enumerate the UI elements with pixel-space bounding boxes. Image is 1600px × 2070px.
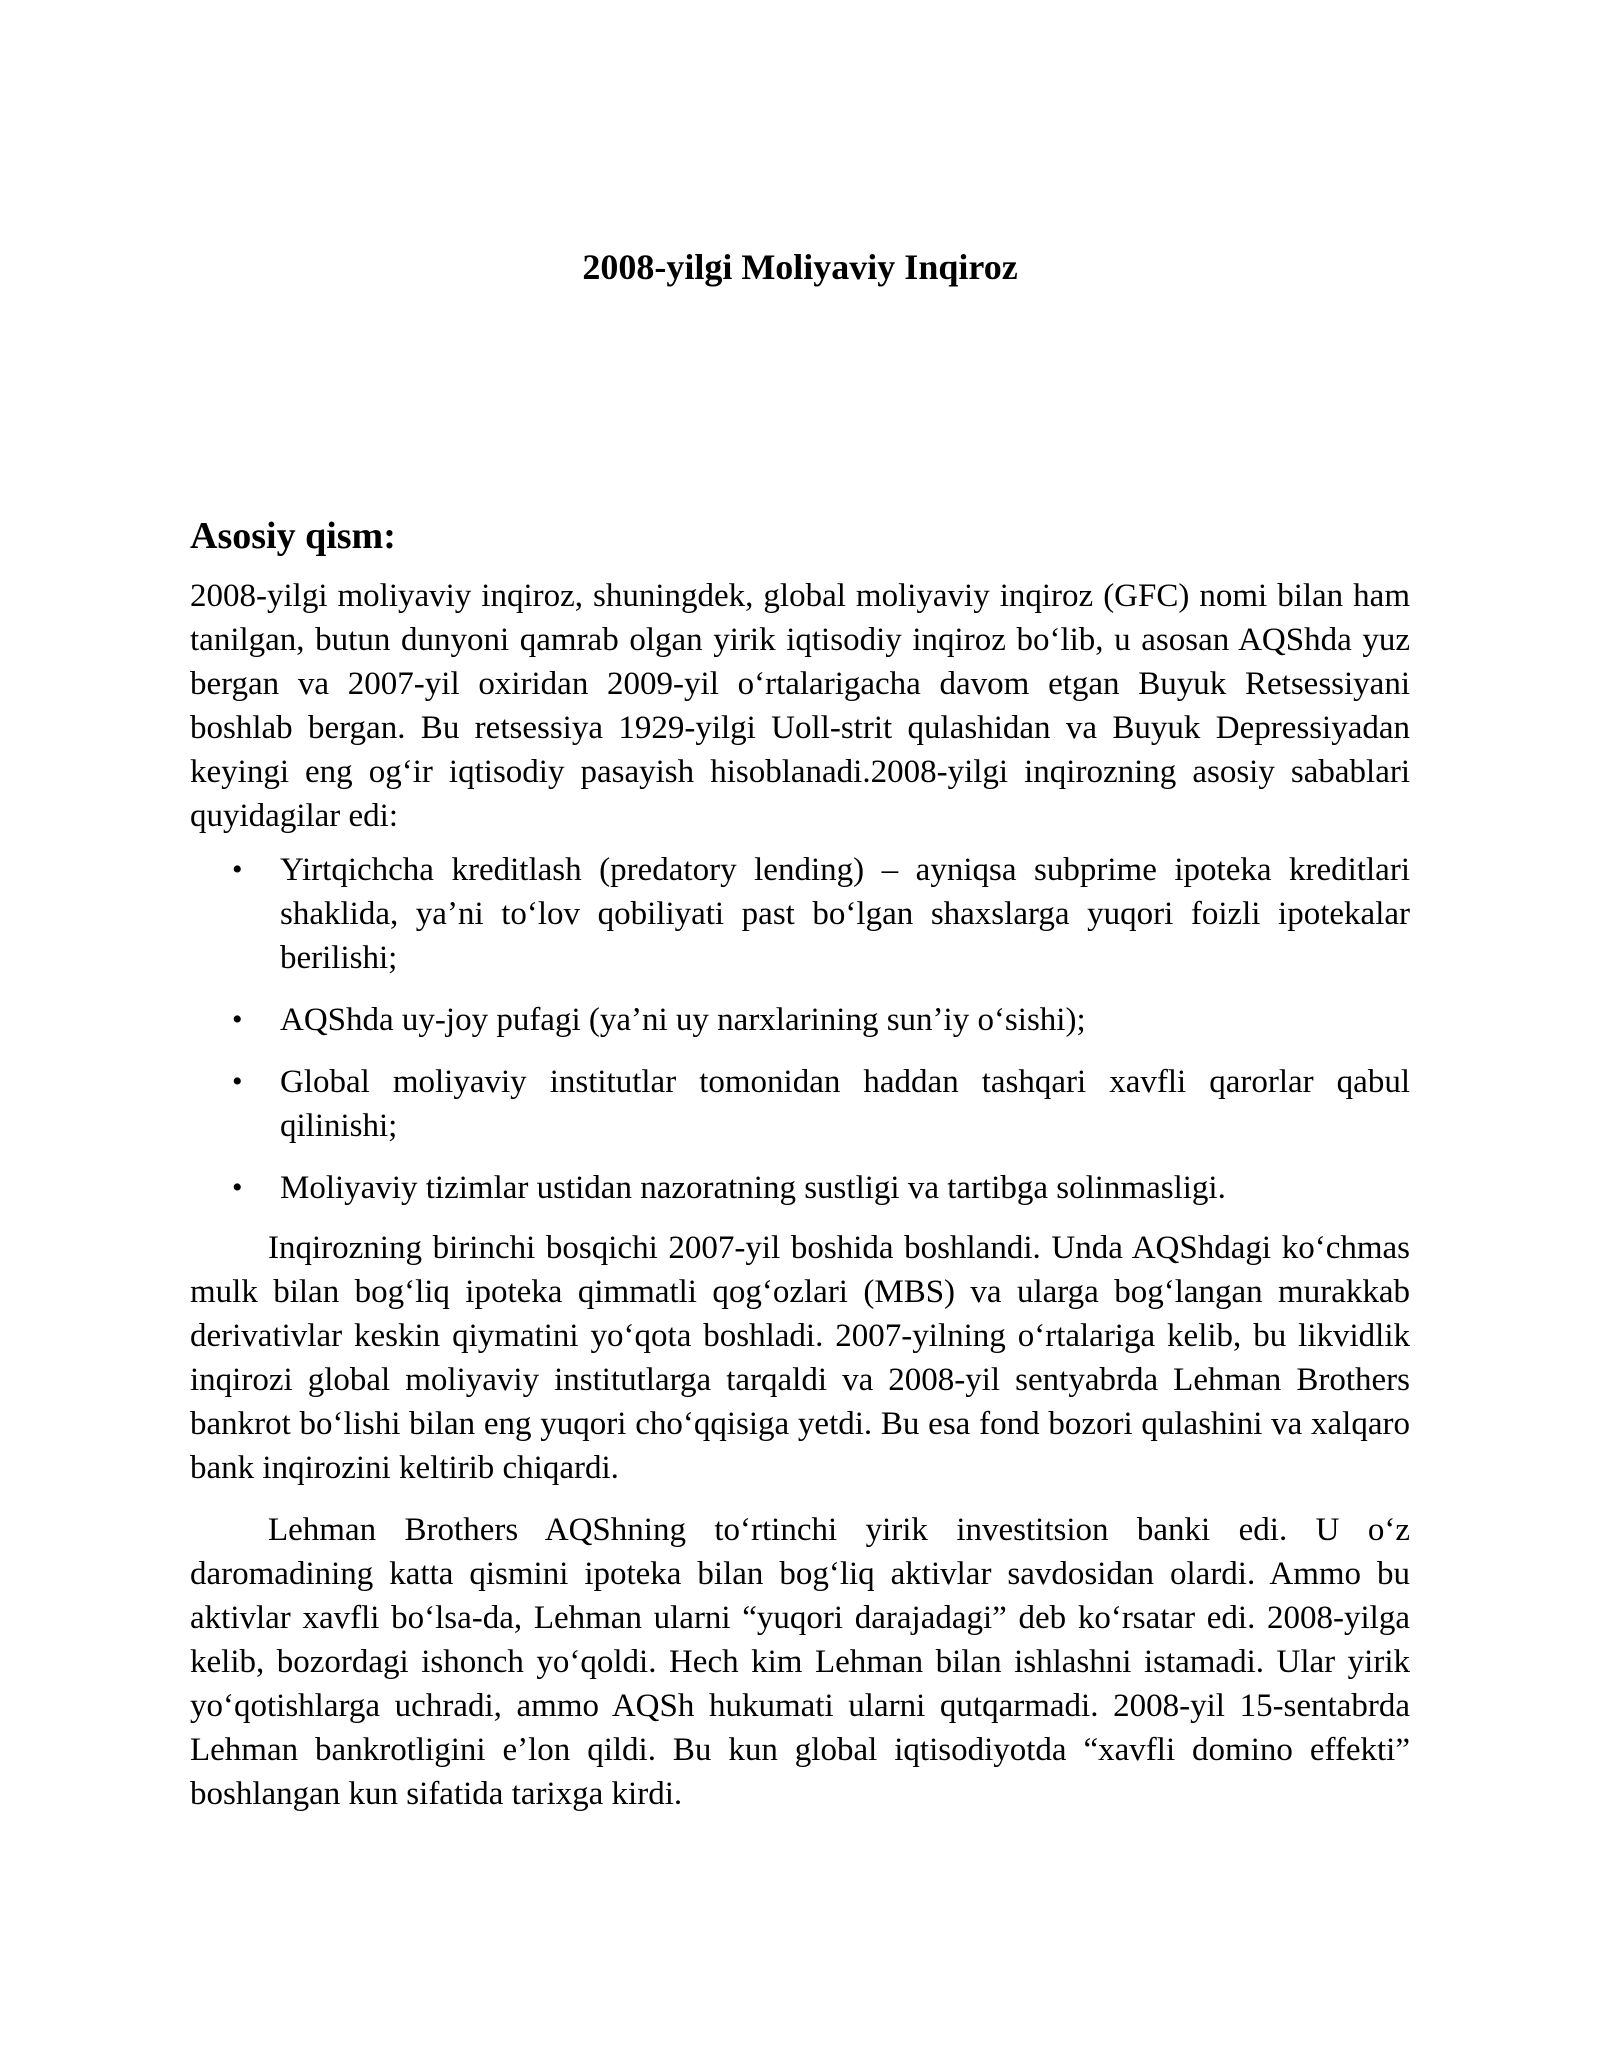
- list-item-text: Yirtqichcha kreditlash (predatory lending) – ayniqsa subprime ipoteka kreditlari shaklida, yaʼni toʻlov qobiliyati past boʻlgan shaxslarga yuqori foizli ipotekalar berilishi;: [280, 852, 1410, 976]
- bullet-icon: •: [232, 1065, 243, 1098]
- list-item-text: Moliyaviy tizimlar ustidan nazoratning sustligi va tartibga solinmasligi.: [280, 1170, 1226, 1206]
- paragraph-intro: 2008-yilgi moliyaviy inqiroz, shuningdek, global moliyaviy inqiroz (GFC) nomi bilan ham tanilgan, butun dunyoni qamrab olgan yirik iqtisodiy inqiroz boʻlib, u asosan AQShda yuz bergan va 2007-yil oxiridan 2009-yil oʻrtalarigacha davom etgan Buyuk Retsessiyani boshlab bergan. Bu retsessiya 1929-yilgi Uoll-strit qulashidan va Buyuk Depressiyadan keyingi eng ogʻir iqtisodiy pasayish hisoblanadi.2008-yilgi inqirozning asosiy sabablari quyidagilar edi:: [190, 578, 1410, 834]
- list-item: [190, 1166, 1410, 1210]
- paragraph-lehman: Lehman Brothers AQShning toʻrtinchi yirik investitsion banki edi. U oʻz daromadining katta qismini ipoteka bilan bogʻliq aktivlar savdosidan olardi. Ammo bu aktivlar xavfli boʻlsa-da, Lehman ularni “yuqori darajadagi” deb koʻrsatar edi. 2008-yilga kelib, bozordagi ishonch yoʻqoldi. Hech kim Lehman bilan ishlashni istamadi. Ular yirik yoʻqotishlarga uchradi, ammo AQSh hukumati ularni qutqarmadi. 2008-yil 15-sentabrda Lehman bankrotligini eʼlon qildi. Bu kun global iqtisodiyotda “xavfli domino effekti” boshlangan kun sifatida tarixga kirdi.: [190, 1512, 1410, 1812]
- bullet-icon: •: [232, 1171, 243, 1204]
- list-item-text: AQShda uy-joy pufagi (yaʼni uy narxlarining sunʼiy oʻsishi);: [280, 1002, 1086, 1038]
- paragraph-crisis-timeline: Inqirozning birinchi bosqichi 2007-yil boshida boshlandi. Unda AQShdagi koʻchmas mulk bilan bogʻliq ipoteka qimmatli qogʻozlari (MBS) va ularga bogʻlangan murakkab derivativlar keskin qiymatini yoʻqota boshladi. 2007-yilning oʻrtalariga kelib, bu likvidlik inqirozi global moliyaviy institutlarga tarqaldi va 2008-yil sentyabrda Lehman Brothers bankrot boʻlishi bilan eng yuqori choʻqqisiga yetdi. Bu esa fond bozori qulashini va xalqaro bank inqirozini keltirib chiqardi.: [190, 1230, 1410, 1486]
- section-heading: Asosiy qism:: [190, 515, 396, 557]
- list-item: [190, 848, 1410, 980]
- bullet-icon: •: [232, 1003, 243, 1036]
- bullet-icon: •: [232, 853, 243, 886]
- list-item: [190, 1060, 1410, 1148]
- document-title: 2008-yilgi Moliyaviy Inqiroz: [582, 247, 1018, 287]
- list-item: [190, 998, 1410, 1042]
- causes-list: [190, 848, 1410, 1210]
- list-item-text: Global moliyaviy institutlar tomonidan haddan tashqari xavfli qarorlar qabul qilinishi;: [280, 1064, 1410, 1144]
